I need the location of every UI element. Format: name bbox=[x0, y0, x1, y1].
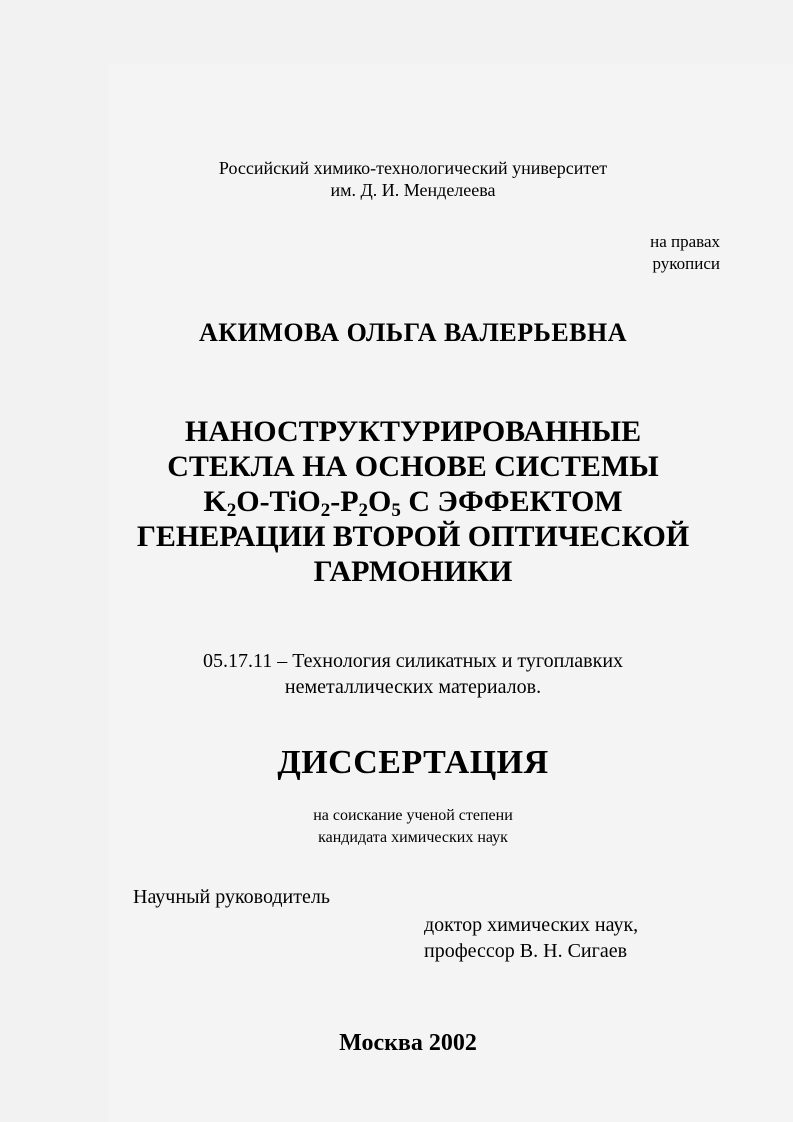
supervisor-name: профессор В. Н. Сигаев bbox=[424, 940, 628, 962]
author-name: АКИМОВА ОЛЬГА ВАЛЕРЬЕВНА bbox=[198, 318, 628, 347]
formula-o: O bbox=[368, 485, 392, 518]
university-line-2: им. Д. И. Менделеева bbox=[330, 180, 496, 200]
formula-sub-p: 2 bbox=[358, 500, 369, 521]
manuscript-note-line-2: рукописи bbox=[652, 254, 720, 273]
formula-sub-tio: 2 bbox=[320, 500, 331, 521]
manuscript-note-line-1: на правах bbox=[650, 232, 720, 251]
supervisor-title: доктор химических наук, bbox=[424, 914, 639, 936]
supervisor-label: Научный руководитель bbox=[133, 886, 330, 908]
specialty-line-1: 05.17.11 – Технология силикатных и тугоплавких bbox=[202, 650, 624, 672]
formula-sub-k: 2 bbox=[226, 500, 237, 521]
formula-o-tio: O-TiO bbox=[236, 485, 321, 518]
document-type: ДИССЕРТАЦИЯ bbox=[277, 744, 549, 781]
city-year: Москва 2002 bbox=[339, 1030, 477, 1056]
title-line-1: НАНОСТРУКТУРИРОВАННЫЕ bbox=[184, 415, 642, 448]
degree-line-2: кандидата химических наук bbox=[318, 829, 508, 846]
formula-dash-p: -P bbox=[330, 485, 359, 518]
title-line-2: СТЕКЛА НА ОСНОВЕ СИСТЕМЫ bbox=[167, 450, 659, 483]
title-line-5: ГАРМОНИКИ bbox=[313, 555, 513, 588]
title-line-3-rest: С ЭФФЕКТОМ bbox=[400, 485, 623, 518]
title-line-3-formula bbox=[0, 484, 793, 519]
degree-line-1: на соискание ученой степени bbox=[313, 807, 513, 824]
formula-sub-o: 5 bbox=[391, 500, 401, 521]
degree-sought bbox=[0, 805, 793, 849]
university-line-1: Российский химико-технологический университет bbox=[218, 158, 608, 178]
formula-k: K bbox=[203, 485, 227, 518]
specialty-code bbox=[0, 648, 793, 700]
manuscript-note bbox=[560, 231, 720, 275]
specialty-line-2: неметаллических материалов. bbox=[284, 676, 542, 698]
dissertation-title bbox=[0, 414, 793, 589]
university-name bbox=[0, 157, 793, 201]
supervisor-info bbox=[424, 912, 638, 964]
title-line-4: ГЕНЕРАЦИИ ВТОРОЙ ОПТИЧЕСКОЙ bbox=[136, 520, 690, 553]
